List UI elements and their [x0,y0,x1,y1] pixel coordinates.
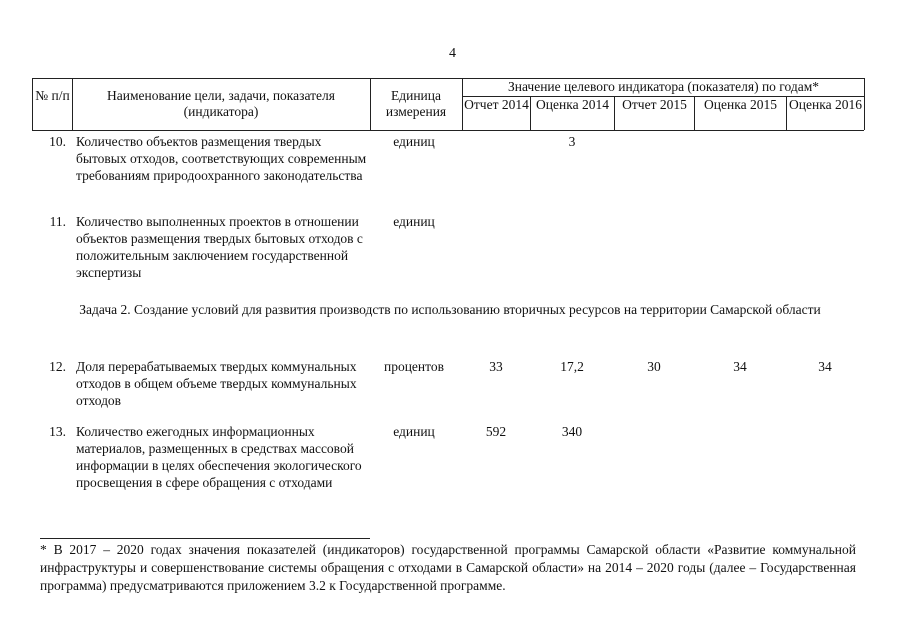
row-unit: процентов [383,359,444,374]
header-unit: Единица измерения [385,88,447,119]
header-year: Отчет 2015 [622,97,687,112]
row-number: 10. [49,134,66,149]
row-number: 13. [49,424,66,439]
header-bottom-border [32,130,864,131]
row-value: 17,2 [560,359,584,374]
row-unit: единиц [393,134,435,149]
page-number: 4 [449,46,456,61]
row-indicator-name: Количество объектов размещения твердых бытовых отходов, соответствующих современным требованиям природоохранного законодательства [76,134,367,183]
row-value: 3 [568,134,576,149]
header-values-group: Значение целевого индикатора (показателя) по годам* [507,79,820,94]
row-value: 340 [561,424,583,439]
row-value: 592 [485,424,507,439]
row-value: 30 [647,359,661,374]
header-vline [32,78,33,130]
header-vline [72,78,73,130]
row-value: 33 [489,359,503,374]
header-name: Наименование цели, задачи, показателя (индикатора) [107,88,335,119]
footnote-separator [40,538,370,539]
row-indicator-name: Количество ежегодных информационных материалов, размещенных в средствах массовой информации в целях обеспечения экологического просвещения в сфере обращения с отходами [76,424,362,490]
row-unit: единиц [393,424,435,439]
footnote: * В 2017 – 2020 годах значения показателей (индикаторов) государственной программы Самарской области «Развитие коммунальной инфраструктуры и совершенствование системы обращения с отходами в Самарской области» на 2014 – 2020 годы (далее – Государственная программа) предусматриваются приложением 3.2 к Государственной программе. [40,542,856,593]
header-number: № п/п [35,88,70,103]
row-indicator-name: Количество выполненных проектов в отношении объектов размещения твердых бытовых отходов с положительным заключением государственной экспертизы [76,214,363,280]
row-number: 12. [49,359,66,374]
header-vline [370,78,371,130]
header-year: Оценка 2015 [704,97,777,112]
row-unit: единиц [393,214,435,229]
header-year: Оценка 2016 [789,97,862,112]
header-year: Отчет 2014 [464,97,529,112]
row-number: 11. [49,214,66,229]
row-indicator-name: Доля перерабатываемых твердых коммунальных отходов в общем объеме твердых коммунальных отходов [76,359,357,408]
header-year: Оценка 2014 [536,97,609,112]
header-vline [864,78,865,130]
row-value: 34 [818,359,832,374]
row-value: 34 [733,359,747,374]
task-heading: Задача 2. Создание условий для развития производств по использованию вторичных ресурсов на территории Самарской области [79,302,821,317]
